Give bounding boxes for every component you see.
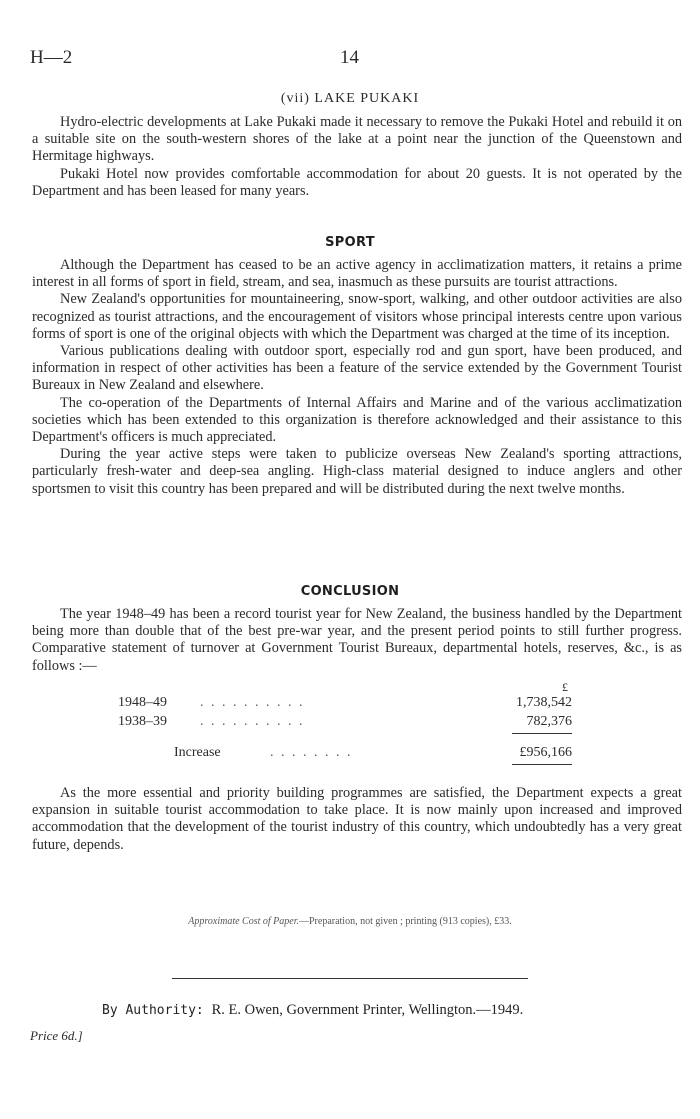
- sport-heading: SPORT: [325, 235, 375, 250]
- paragraph: As the more essential and priority building programmes are satisfied, the Department expects a great expansion in suitable tourist accommodation to take place. It is now mainly upon increased and improved accommodation that the development of the tourist industry of this country, which undoubtedly has a very great future, depends.: [32, 785, 682, 853]
- total-value: £956,166: [519, 745, 572, 760]
- paragraph: Hydro-electric developments at Lake Pukaki made it necessary to remove the Pukaki Hotel and rebuild it on a suitable site on the south-western shores of the lake at a point near the junction of the Queenstown and Hermitage highways.: [32, 114, 682, 165]
- year-label: 1948–49: [118, 695, 167, 710]
- total-rule: [512, 764, 572, 765]
- paragraph: New Zealand's opportunities for mountaineering, snow-sport, walking, and other outdoor activities are also recognized as tourist attractions, and the encouragement of visitors whose principal interests centre upon various forms of sport is one of the original objects with which the Department was charged at the time of its inception.: [32, 291, 682, 342]
- paragraph: Pukaki Hotel now provides comfortable accommodation for about 20 guests. It is not operated by the Department and has been leased for many years.: [32, 165, 682, 199]
- table-row: [118, 713, 572, 732]
- paragraph: During the year active steps were taken to publicize overseas New Zealand's sporting attractions, particularly fresh-water and deep-sea angling. High-class material designed to induce anglers and other sportsmen to visit this country has been prepared and will be distributed during the next twelve months.: [32, 446, 682, 497]
- leader-dots: . . . . . . . . . .: [200, 714, 305, 729]
- page-number: 14: [340, 47, 359, 68]
- turnover-table: [118, 680, 572, 763]
- conclusion-intro: [32, 606, 682, 675]
- paragraph: Various publications dealing with outdoor sport, especially rod and gun sport, have been produced, and information in respect of other activities has been a feature of the service extended by the Government Tourist Bureaux in New Zealand and elsewhere.: [32, 343, 682, 394]
- paragraph: Although the Department has ceased to be an active agency in acclimatization matters, it retains a prime interest in all forms of sport in field, stream, and sea, inasmuch as these pursuits are tourist attractions.: [32, 257, 682, 291]
- subtotal-rule: [512, 733, 572, 734]
- leader-dots: . . . . . . . . . .: [200, 695, 305, 710]
- table-row: [118, 694, 572, 713]
- page-ref: H—2: [30, 47, 73, 68]
- year-label: 1938–39: [118, 714, 167, 729]
- cost-label: Approximate Cost of Paper.: [188, 916, 299, 927]
- lake-pukaki-section: [32, 114, 682, 200]
- footer-rule: [172, 978, 528, 979]
- total-label: Increase: [174, 745, 221, 760]
- table-total-row: [118, 744, 572, 763]
- paragraph: The co-operation of the Departments of Internal Affairs and Marine and of the various acclimatization societies which has been extended to this organization is therefore acknowledged and their assistance to this Department's officers is much appreciated.: [32, 394, 682, 446]
- authority-printer: R. E. Owen, Government Printer, Wellington.—1949.: [211, 1002, 524, 1018]
- currency-header-row: [118, 680, 572, 694]
- sport-section: [32, 257, 682, 498]
- cost-text: —Preparation, not given ; printing (913 copies), £33.: [298, 916, 512, 927]
- conclusion-heading: CONCLUSION: [300, 584, 400, 599]
- turnover-value: 782,376: [526, 714, 572, 729]
- authority-line: [102, 1002, 523, 1019]
- cost-note: [0, 916, 700, 927]
- lake-pukaki-heading: (vii) LAKE PUKAKI: [280, 91, 420, 106]
- leader-dots: . . . . . . . .: [270, 745, 353, 760]
- authority-prefix: By Authority:: [102, 1003, 204, 1018]
- conclusion-closing: [32, 785, 682, 854]
- currency-symbol: £: [562, 680, 568, 694]
- price-note: Price 6d.]: [30, 1028, 83, 1043]
- paragraph: The year 1948–49 has been a record tourist year for New Zealand, the business handled by the Department being more than double that of the best pre-war year, and the present period points to still further progress. Comparative statement of turnover at Government Tourist Bureaux, departmental hotels, reserves, &c., is as follows :—: [32, 606, 682, 674]
- turnover-value: 1,738,542: [516, 695, 572, 710]
